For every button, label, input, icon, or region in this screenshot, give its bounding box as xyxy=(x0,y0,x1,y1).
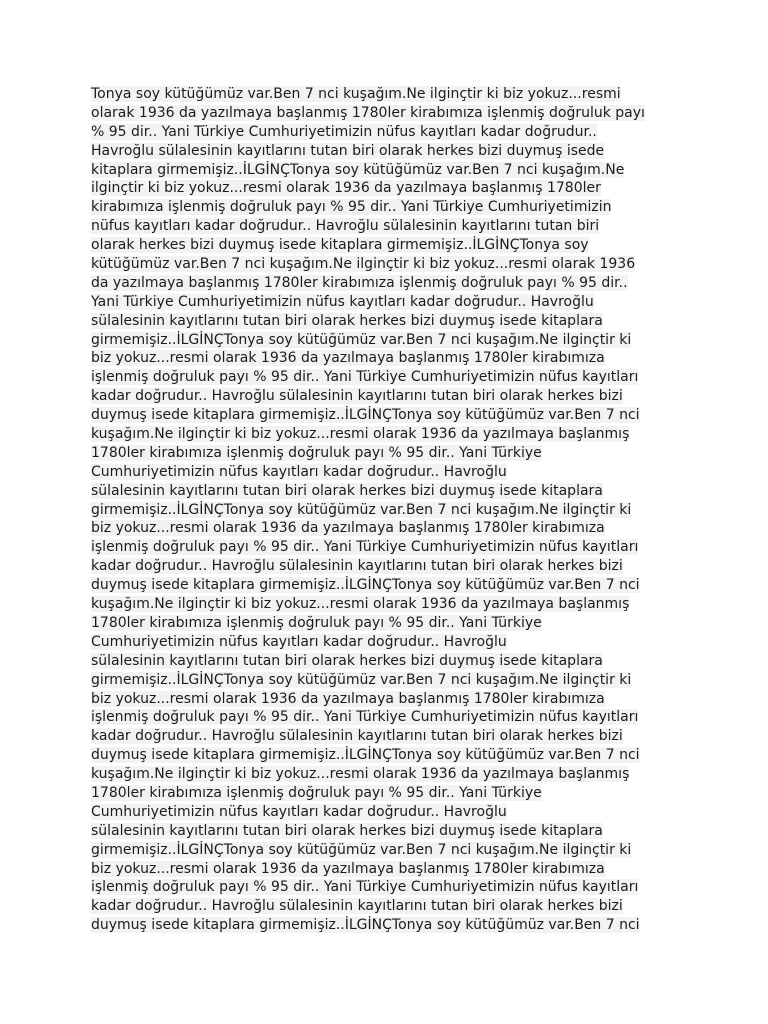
text-line xyxy=(91,633,691,652)
text-line-content: Yani Türkiye Cumhuriyetimizin nüfus kayıtları kadar doğrudur.. Havroğlu xyxy=(91,293,594,310)
text-line-content: Havroğlu sülalesinin kayıtlarını tutan biri olarak herkes bizi duymuş isede xyxy=(91,142,605,159)
text-line xyxy=(91,179,691,198)
text-line-content: kütüğümüz var.Ben 7 nci kuşağım.Ne ilginçtir ki biz yokuz...resmi olarak 1936 xyxy=(91,256,636,273)
text-line-content: kuşağım.Ne ilginçtir ki biz yokuz...resmi olarak 1936 da yazılmaya başlanmış xyxy=(91,766,630,783)
text-line-content: Tonya soy kütüğümüz var.Ben 7 nci kuşağım.Ne ilginçtir ki biz yokuz...resmi xyxy=(91,86,621,102)
text-line xyxy=(91,255,691,274)
body-text xyxy=(91,85,691,935)
text-line-content: kadar doğrudur.. Havroğlu sülalesinin kayıtlarını tutan biri olarak herkes bizi xyxy=(91,388,623,405)
text-line xyxy=(91,387,691,406)
text-line xyxy=(91,538,691,557)
text-line xyxy=(91,690,691,709)
text-line-content: 1780ler kirabımıza işlenmiş doğruluk payı % 95 dir.. Yani Türkiye xyxy=(91,614,542,631)
text-line xyxy=(91,557,691,576)
text-line-content: biz yokuz...resmi olarak 1936 da yazılmaya başlanmış 1780ler kirabımıza xyxy=(91,350,605,367)
text-line-content: sülalesinin kayıtlarını tutan biri olarak herkes bizi duymuş isede kitaplara xyxy=(91,482,603,499)
text-line-content: 1780ler kirabımıza işlenmiş doğruluk payı % 95 dir.. Yani Türkiye xyxy=(91,784,542,801)
text-line-content: kuşağım.Ne ilginçtir ki biz yokuz...resmi olarak 1936 da yazılmaya başlanmış xyxy=(91,426,630,443)
text-line xyxy=(91,217,691,236)
text-line xyxy=(91,671,691,690)
text-line xyxy=(91,161,691,180)
text-line-content: olarak 1936 da yazılmaya başlanmış 1780ler kirabımıza işlenmiş doğruluk payı xyxy=(91,104,645,121)
text-line xyxy=(91,878,691,897)
text-line-content: sülalesinin kayıtlarını tutan biri olarak herkes bizi duymuş isede kitaplara xyxy=(91,822,603,839)
text-line-content: işlenmiş doğruluk payı % 95 dir.. Yani Türkiye Cumhuriyetimizin nüfus kayıtları xyxy=(91,879,639,896)
text-line-content: sülalesinin kayıtlarını tutan biri olarak herkes bizi duymuş isede kitaplara xyxy=(91,652,603,669)
text-line xyxy=(91,123,691,142)
text-line xyxy=(91,236,691,255)
text-line xyxy=(91,482,691,501)
text-line xyxy=(91,368,691,387)
text-line-content: biz yokuz...resmi olarak 1936 da yazılmaya başlanmış 1780ler kirabımıza xyxy=(91,860,605,877)
text-line xyxy=(91,708,691,727)
text-line xyxy=(91,652,691,671)
text-line xyxy=(91,274,691,293)
text-line xyxy=(91,860,691,879)
text-line xyxy=(91,595,691,614)
text-line xyxy=(91,293,691,312)
text-line-content: girmemişiz..İLGİNÇTonya soy kütüğümüz var.Ben 7 nci kuşağım.Ne ilginçtir ki xyxy=(91,501,632,518)
text-line xyxy=(91,501,691,520)
text-line-content: kadar doğrudur.. Havroğlu sülalesinin kayıtlarını tutan biri olarak herkes bizi xyxy=(91,558,623,575)
text-line xyxy=(91,349,691,368)
text-line xyxy=(91,519,691,538)
text-line xyxy=(91,822,691,841)
text-line xyxy=(91,576,691,595)
text-line xyxy=(91,727,691,746)
text-line xyxy=(91,312,691,331)
text-line-content: da yazılmaya başlanmış 1780ler kirabımıza işlenmiş doğruluk payı % 95 dir.. xyxy=(91,274,628,291)
text-line-content: olarak herkes bizi duymuş isede kitaplara girmemişiz..İLGİNÇTonya soy xyxy=(91,237,589,254)
text-line-content: duymuş isede kitaplara girmemişiz..İLGİNÇTonya soy kütüğümüz var.Ben 7 nci xyxy=(91,917,640,934)
text-line-content: girmemişiz..İLGİNÇTonya soy kütüğümüz var.Ben 7 nci kuşağım.Ne ilginçtir ki xyxy=(91,671,632,688)
text-line xyxy=(91,784,691,803)
text-line xyxy=(91,198,691,217)
text-line-content: kuşağım.Ne ilginçtir ki biz yokuz...resmi olarak 1936 da yazılmaya başlanmış xyxy=(91,596,630,613)
text-line-content: % 95 dir.. Yani Türkiye Cumhuriyetimizin nüfus kayıtları kadar doğrudur.. xyxy=(91,123,597,140)
text-line-content: kirabımıza işlenmiş doğruluk payı % 95 dir.. Yani Türkiye Cumhuriyetimizin xyxy=(91,199,612,216)
text-line-content: duymuş isede kitaplara girmemişiz..İLGİNÇTonya soy kütüğümüz var.Ben 7 nci xyxy=(91,407,640,424)
text-line-content: kadar doğrudur.. Havroğlu sülalesinin kayıtlarını tutan biri olarak herkes bizi xyxy=(91,728,623,745)
text-line-content: 1780ler kirabımıza işlenmiş doğruluk payı % 95 dir.. Yani Türkiye xyxy=(91,444,542,461)
text-line xyxy=(91,746,691,765)
text-line-content: kitaplara girmemişiz..İLGİNÇTonya soy kütüğümüz var.Ben 7 nci kuşağım.Ne xyxy=(91,161,625,178)
text-line-content: girmemişiz..İLGİNÇTonya soy kütüğümüz var.Ben 7 nci kuşağım.Ne ilginçtir ki xyxy=(91,841,632,858)
text-line-content: Cumhuriyetimizin nüfus kayıtları kadar doğrudur.. Havroğlu xyxy=(91,463,507,480)
text-line xyxy=(91,425,691,444)
text-line xyxy=(91,803,691,822)
text-line-content: işlenmiş doğruluk payı % 95 dir.. Yani Türkiye Cumhuriyetimizin nüfus kayıtları xyxy=(91,539,639,556)
text-line xyxy=(91,841,691,860)
text-line-content: Cumhuriyetimizin nüfus kayıtları kadar doğrudur.. Havroğlu xyxy=(91,633,507,650)
text-line-content: işlenmiş doğruluk payı % 95 dir.. Yani Türkiye Cumhuriyetimizin nüfus kayıtları xyxy=(91,369,639,386)
text-line xyxy=(91,444,691,463)
text-line xyxy=(91,142,691,161)
text-line xyxy=(91,765,691,784)
text-line xyxy=(91,406,691,425)
text-line-content: kadar doğrudur.. Havroğlu sülalesinin kayıtlarını tutan biri olarak herkes bizi xyxy=(91,898,623,915)
text-line-content: sülalesinin kayıtlarını tutan biri olarak herkes bizi duymuş isede kitaplara xyxy=(91,312,603,329)
text-line xyxy=(91,897,691,916)
text-line-content: Cumhuriyetimizin nüfus kayıtları kadar doğrudur.. Havroğlu xyxy=(91,803,507,820)
text-line-content: nüfus kayıtları kadar doğrudur.. Havroğlu sülalesinin kayıtlarını tutan biri xyxy=(91,218,600,235)
text-line xyxy=(91,463,691,482)
text-line-content: biz yokuz...resmi olarak 1936 da yazılmaya başlanmış 1780ler kirabımıza xyxy=(91,690,605,707)
text-line xyxy=(91,614,691,633)
text-line-content: duymuş isede kitaplara girmemişiz..İLGİNÇTonya soy kütüğümüz var.Ben 7 nci xyxy=(91,747,640,764)
text-line-content: işlenmiş doğruluk payı % 95 dir.. Yani Türkiye Cumhuriyetimizin nüfus kayıtları xyxy=(91,709,639,726)
text-line xyxy=(91,916,691,935)
text-line xyxy=(91,331,691,350)
text-line-content: girmemişiz..İLGİNÇTonya soy kütüğümüz var.Ben 7 nci kuşağım.Ne ilginçtir ki xyxy=(91,331,632,348)
text-line xyxy=(91,85,691,104)
text-line xyxy=(91,104,691,123)
text-line-content: duymuş isede kitaplara girmemişiz..İLGİNÇTonya soy kütüğümüz var.Ben 7 nci xyxy=(91,577,640,594)
text-line-content: biz yokuz...resmi olarak 1936 da yazılmaya başlanmış 1780ler kirabımıza xyxy=(91,520,605,537)
text-line-content: ilginçtir ki biz yokuz...resmi olarak 1936 da yazılmaya başlanmış 1780ler xyxy=(91,180,601,197)
